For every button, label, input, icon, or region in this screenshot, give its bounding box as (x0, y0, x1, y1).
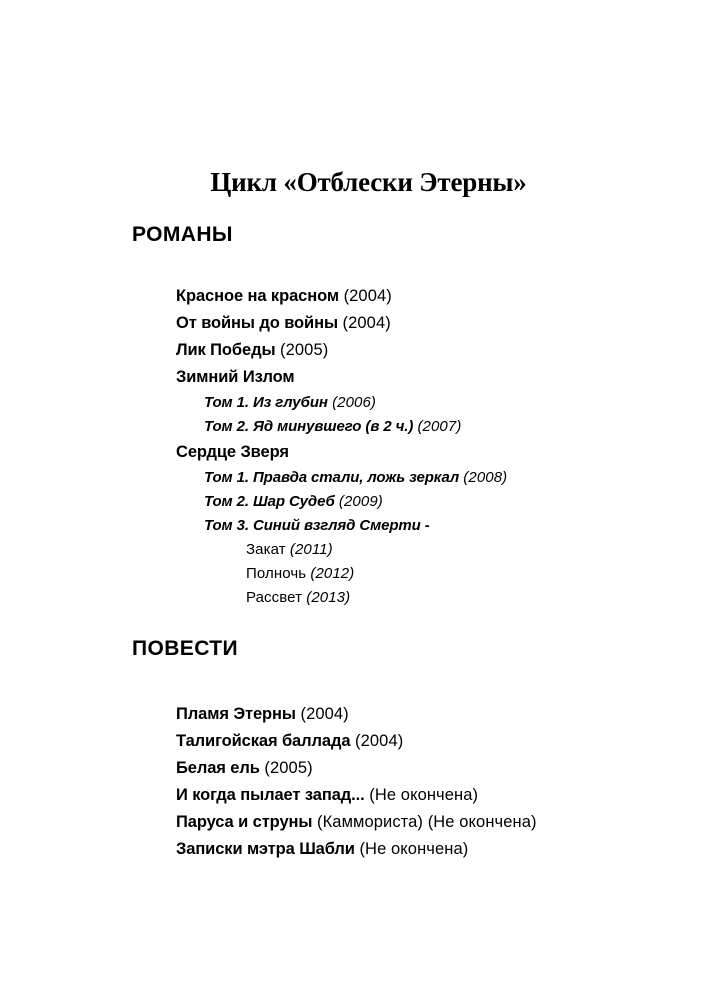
entry-list-romans (0, 283, 701, 610)
list-item (176, 364, 701, 391)
volume-title: Том 3. Синий взгляд Смерти - (204, 517, 430, 534)
list-item (176, 836, 701, 863)
work-title: Белая ель (176, 759, 260, 777)
volume-meta: (2008) (463, 469, 508, 486)
part-title: Закат (246, 541, 286, 558)
list-item (204, 415, 701, 439)
list-item (204, 391, 701, 415)
list-item (176, 782, 701, 809)
work-meta: (Не окончена) (359, 840, 469, 858)
work-meta: (2004) (300, 705, 349, 723)
work-meta: (Не окончена) (369, 786, 479, 804)
work-title: Записки мэтра Шабли (176, 840, 355, 858)
volume-meta: (2006) (332, 394, 377, 411)
work-meta: (2004) (355, 732, 404, 750)
volume-title: Том 2. Шар Судеб (204, 493, 335, 510)
bibliography-content (0, 222, 701, 863)
work-title: Сердце Зверя (176, 443, 289, 461)
work-meta: (Каммориста) (Не окончена) (316, 813, 537, 831)
work-meta: (2004) (342, 314, 391, 332)
entry-list-povesti (0, 701, 701, 863)
work-title: Зимний Излом (176, 368, 295, 386)
volume-list-serdce-zverya (0, 466, 701, 610)
list-item (176, 755, 701, 782)
part-meta: (2013) (306, 589, 351, 606)
list-item (204, 490, 701, 514)
work-title: И когда пылает запад... (176, 786, 365, 804)
work-title: Талигойская баллада (176, 732, 351, 750)
list-item (204, 466, 701, 490)
work-title: Пламя Этерны (176, 705, 296, 723)
part-meta: (2011) (289, 541, 333, 558)
list-item (246, 586, 701, 610)
list-item (176, 337, 701, 364)
volume-meta: (2009) (338, 493, 383, 510)
list-item (176, 728, 701, 755)
list-item (176, 310, 701, 337)
section-heading-romans: РОМАНЫ (132, 223, 233, 246)
work-meta: (2005) (280, 341, 329, 359)
work-title: Паруса и струны (176, 813, 313, 831)
page-title: Цикл «Отблески Этерны» (210, 167, 527, 198)
section-povesti (0, 636, 701, 863)
part-title: Рассвет (246, 589, 303, 606)
part-list-siniy-vzglyad-smerti (0, 538, 701, 610)
list-item (176, 439, 701, 466)
work-title: Красное на красном (176, 287, 339, 305)
list-item (204, 514, 701, 538)
work-meta: (2004) (343, 287, 392, 305)
volume-meta: (2007) (417, 418, 462, 435)
volume-title: Том 1. Из глубин (204, 394, 328, 411)
part-title: Полночь (246, 565, 307, 582)
section-heading-povesti: ПОВЕСТИ (132, 637, 238, 660)
work-meta: (2005) (264, 759, 313, 777)
volume-title: Том 1. Правда стали, ложь зеркал (204, 469, 460, 486)
list-item (176, 701, 701, 728)
volume-title: Том 2. Яд минувшего (в 2 ч.) (204, 418, 414, 435)
section-romans (0, 222, 701, 610)
list-item (246, 538, 701, 562)
list-item (246, 562, 701, 586)
part-meta: (2012) (310, 565, 355, 582)
work-title: От войны до войны (176, 314, 338, 332)
list-item (176, 809, 701, 836)
work-title: Лик Победы (176, 341, 276, 359)
list-item (176, 283, 701, 310)
volume-list-zimniy-izlom (0, 391, 701, 439)
